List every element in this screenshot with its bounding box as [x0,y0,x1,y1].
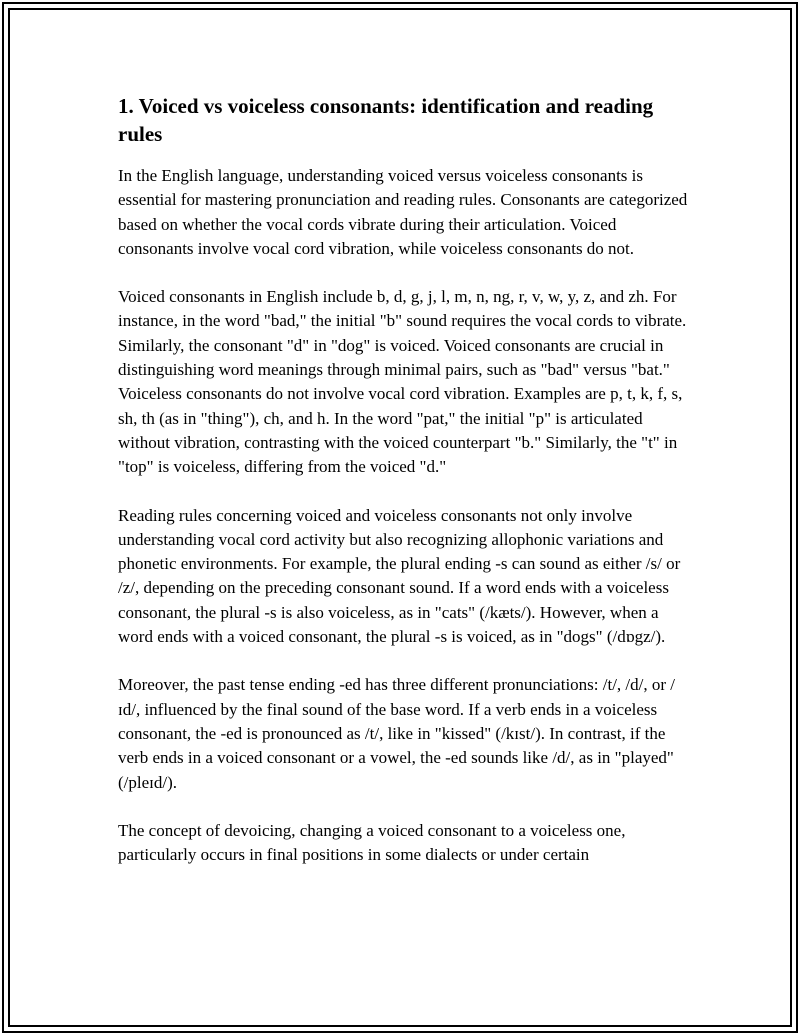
paragraph-reading-rules: Reading rules concerning voiced and voiceless consonants not only involve understanding vocal cord activity but also recognizing allophonic variations and phonetic environments. For example, the plural ending -s can sound as either /s/ or /z/, depending on the preceding consonant sound. If a word ends with a voiceless consonant, the plural -s is also voiceless, as in "cats" (/kæts/). However, when a word ends with a voiced consonant, the plural -s is voiced, as in "dogs" (/dɒgz/). [118,505,681,647]
paragraph-intro: In the English language, understanding voiced versus voiceless consonants is essential for mastering pronunciation and reading rules. Consonants are categorized based on whether the vocal cords vibrate during their articulation. Voiced consonants involve vocal cord vibration, while voiceless consonants do not. [118,166,688,258]
paragraph-past-tense: Moreover, the past tense ending -ed has three different pronunciations: /t/, /d/, or /ɪd/, influenced by the final sound of the base word. If a verb ends in a voiceless consonant, the -ed is pronounced as /t/, like in "kissed" (/kɪst/). In contrast, if the verb ends in a voiced consonant or a vowel, the -ed sounds like /d/, as in "played" (/pleɪd/). [118,675,676,792]
paragraph-voiced-consonants: Voiced consonants in English include b, d, g, j, l, m, n, ng, r, v, w, y, z, and zh. For instance, in the word "bad," the initial "b" sound requires the vocal cords to vibrate. Similarly, the consonant "d" in "dog" is voiced. Voiced consonants are crucial in distinguishing word meanings through minimal pairs, such as "bad" versus "bat." Voiceless consonants do not involve vocal cord vibration. Examples are p, t, k, f, s, sh, th (as in "thing"), ch, and h. In the word "pat," the initial "p" is articulated without vibration, contrasting with the voiced counterpart "b." Similarly, the "t" in "top" is voiceless, differing from the voiced "d." [118,287,687,477]
section-heading: 1. Voiced vs voiceless consonants: identification and reading rules [118,94,654,146]
paragraph-devoicing: The concept of devoicing, changing a voiced consonant to a voiceless one, particularly occurs in final positions in some dialects or under certain [118,820,626,865]
document-body [118,92,688,891]
